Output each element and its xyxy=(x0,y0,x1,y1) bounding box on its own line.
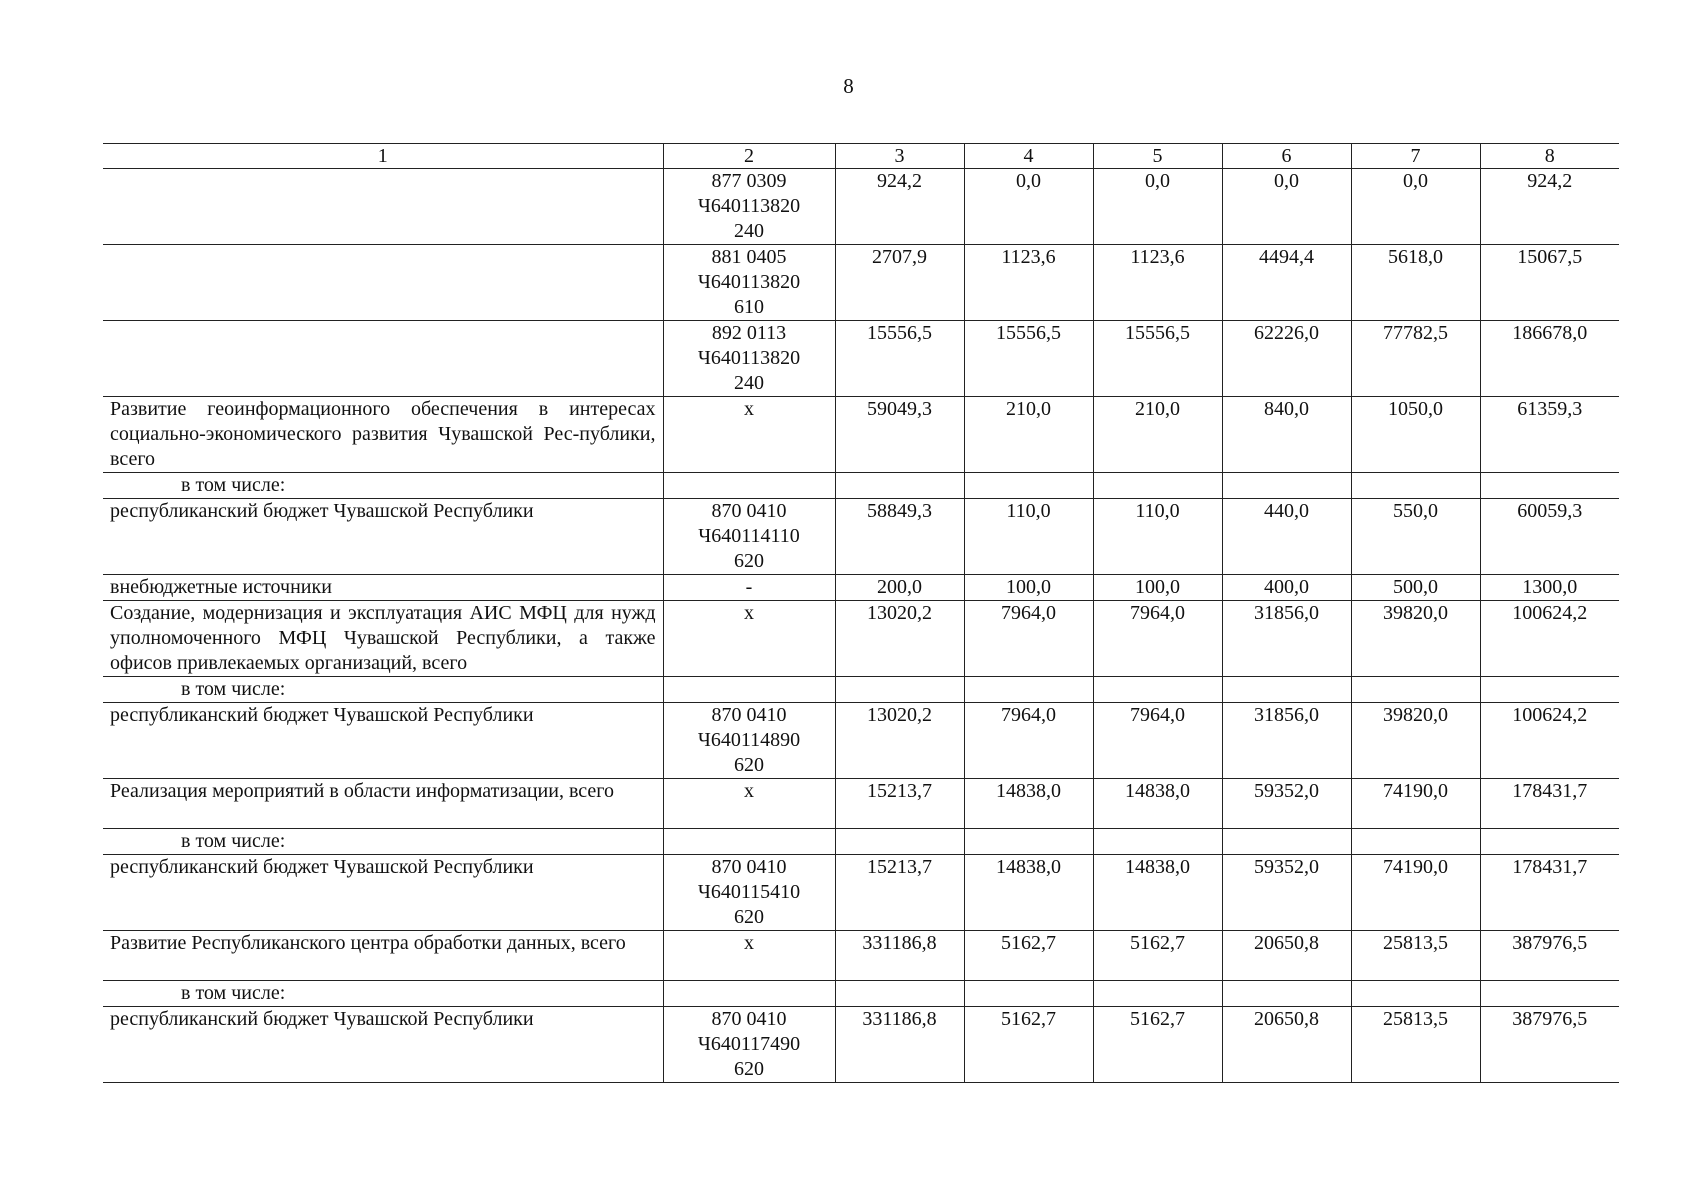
amount-cell-v4: 15556,5 xyxy=(964,321,1093,397)
row-name-cell: Развитие Республиканского центра обработки данных, всего xyxy=(103,931,663,981)
amount-cell-v7: 74190,0 xyxy=(1351,779,1480,829)
amount-cell-v3 xyxy=(835,677,964,703)
amount-cell-v8 xyxy=(1480,829,1619,855)
column-header: 5 xyxy=(1093,144,1222,169)
row-name-cell: республиканский бюджет Чувашской Республики xyxy=(103,1007,663,1083)
amount-cell-v4: 5162,7 xyxy=(964,1007,1093,1083)
budget-code-cell xyxy=(663,829,835,855)
amount-cell-v7: 25813,5 xyxy=(1351,931,1480,981)
row-name-cell: Развитие геоинформационного обеспечения в интересах социально-экономического развития Чувашской Рес-публики, всего xyxy=(103,397,663,473)
amount-cell-v3: 331186,8 xyxy=(835,931,964,981)
row-name-cell: внебюджетные источники xyxy=(103,575,663,601)
amount-cell-v6 xyxy=(1222,981,1351,1007)
amount-cell-v5: 5162,7 xyxy=(1093,1007,1222,1083)
amount-cell-v3 xyxy=(835,829,964,855)
amount-cell-v5: 14838,0 xyxy=(1093,779,1222,829)
amount-cell-v3: 924,2 xyxy=(835,169,964,245)
amount-cell-v7: 5618,0 xyxy=(1351,245,1480,321)
budget-code-cell: 877 0309 Ч640113820 240 xyxy=(663,169,835,245)
row-name-cell: в том числе: xyxy=(103,473,663,499)
row-name-cell: Реализация мероприятий в области информатизации, всего xyxy=(103,779,663,829)
amount-cell-v5 xyxy=(1093,473,1222,499)
amount-cell-v7: 25813,5 xyxy=(1351,1007,1480,1083)
amount-cell-v8: 1300,0 xyxy=(1480,575,1619,601)
amount-cell-v7: 0,0 xyxy=(1351,169,1480,245)
budget-code-cell: 870 0410 Ч640117490 620 xyxy=(663,1007,835,1083)
amount-cell-v6: 59352,0 xyxy=(1222,779,1351,829)
budget-code-cell: 870 0410 Ч640115410 620 xyxy=(663,855,835,931)
amount-cell-v7 xyxy=(1351,829,1480,855)
table-row xyxy=(103,397,1619,473)
amount-cell-v5: 1123,6 xyxy=(1093,245,1222,321)
table-row xyxy=(103,1007,1619,1083)
row-name-cell: в том числе: xyxy=(103,829,663,855)
amount-cell-v5 xyxy=(1093,677,1222,703)
amount-cell-v4: 5162,7 xyxy=(964,931,1093,981)
amount-cell-v4: 0,0 xyxy=(964,169,1093,245)
amount-cell-v8: 387976,5 xyxy=(1480,931,1619,981)
column-header: 4 xyxy=(964,144,1093,169)
amount-cell-v4 xyxy=(964,981,1093,1007)
amount-cell-v5: 110,0 xyxy=(1093,499,1222,575)
column-header: 1 xyxy=(103,144,663,169)
amount-cell-v6 xyxy=(1222,677,1351,703)
amount-cell-v6: 440,0 xyxy=(1222,499,1351,575)
budget-code-cell xyxy=(663,677,835,703)
row-name-cell xyxy=(103,321,663,397)
amount-cell-v8: 15067,5 xyxy=(1480,245,1619,321)
row-name-cell: республиканский бюджет Чувашской Республики xyxy=(103,703,663,779)
amount-cell-v7: 1050,0 xyxy=(1351,397,1480,473)
amount-cell-v4 xyxy=(964,829,1093,855)
amount-cell-v6: 20650,8 xyxy=(1222,931,1351,981)
table-row xyxy=(103,981,1619,1007)
amount-cell-v4 xyxy=(964,473,1093,499)
amount-cell-v8: 387976,5 xyxy=(1480,1007,1619,1083)
table-row xyxy=(103,601,1619,677)
budget-code-cell: х xyxy=(663,931,835,981)
table-row xyxy=(103,499,1619,575)
amount-cell-v3: 13020,2 xyxy=(835,601,964,677)
amount-cell-v5: 210,0 xyxy=(1093,397,1222,473)
table-row xyxy=(103,473,1619,499)
amount-cell-v6: 62226,0 xyxy=(1222,321,1351,397)
amount-cell-v8: 924,2 xyxy=(1480,169,1619,245)
column-header: 8 xyxy=(1480,144,1619,169)
amount-cell-v7: 39820,0 xyxy=(1351,601,1480,677)
amount-cell-v7 xyxy=(1351,981,1480,1007)
amount-cell-v6: 20650,8 xyxy=(1222,1007,1351,1083)
amount-cell-v8: 61359,3 xyxy=(1480,397,1619,473)
amount-cell-v7: 77782,5 xyxy=(1351,321,1480,397)
table-row xyxy=(103,575,1619,601)
amount-cell-v6: 840,0 xyxy=(1222,397,1351,473)
table-row xyxy=(103,779,1619,829)
amount-cell-v3: 58849,3 xyxy=(835,499,964,575)
amount-cell-v3: 59049,3 xyxy=(835,397,964,473)
row-name-cell xyxy=(103,245,663,321)
amount-cell-v6: 0,0 xyxy=(1222,169,1351,245)
amount-cell-v5: 7964,0 xyxy=(1093,703,1222,779)
budget-code-cell: х xyxy=(663,779,835,829)
header-row xyxy=(103,144,1619,169)
amount-cell-v4: 7964,0 xyxy=(964,601,1093,677)
amount-cell-v6: 31856,0 xyxy=(1222,601,1351,677)
budget-code-cell: - xyxy=(663,575,835,601)
amount-cell-v4 xyxy=(964,677,1093,703)
table-row xyxy=(103,321,1619,397)
table-row xyxy=(103,245,1619,321)
table-row xyxy=(103,169,1619,245)
amount-cell-v4: 7964,0 xyxy=(964,703,1093,779)
budget-table xyxy=(103,143,1619,1083)
budget-code-cell xyxy=(663,473,835,499)
budget-code-cell: 892 0113 Ч640113820 240 xyxy=(663,321,835,397)
amount-cell-v5: 0,0 xyxy=(1093,169,1222,245)
budget-code-cell: х xyxy=(663,397,835,473)
amount-cell-v7: 74190,0 xyxy=(1351,855,1480,931)
amount-cell-v4: 1123,6 xyxy=(964,245,1093,321)
budget-code-cell: 881 0405 Ч640113820 610 xyxy=(663,245,835,321)
table-row xyxy=(103,677,1619,703)
amount-cell-v5: 100,0 xyxy=(1093,575,1222,601)
table-row xyxy=(103,829,1619,855)
amount-cell-v4: 100,0 xyxy=(964,575,1093,601)
amount-cell-v3: 15213,7 xyxy=(835,855,964,931)
amount-cell-v6: 31856,0 xyxy=(1222,703,1351,779)
amount-cell-v3: 15556,5 xyxy=(835,321,964,397)
amount-cell-v5: 5162,7 xyxy=(1093,931,1222,981)
amount-cell-v7: 39820,0 xyxy=(1351,703,1480,779)
row-name-cell: в том числе: xyxy=(103,677,663,703)
amount-cell-v5: 14838,0 xyxy=(1093,855,1222,931)
amount-cell-v4: 210,0 xyxy=(964,397,1093,473)
amount-cell-v3 xyxy=(835,473,964,499)
amount-cell-v6: 4494,4 xyxy=(1222,245,1351,321)
amount-cell-v8 xyxy=(1480,981,1619,1007)
amount-cell-v8: 60059,3 xyxy=(1480,499,1619,575)
column-header: 6 xyxy=(1222,144,1351,169)
amount-cell-v5: 7964,0 xyxy=(1093,601,1222,677)
page-number: 8 xyxy=(843,74,854,98)
amount-cell-v7: 550,0 xyxy=(1351,499,1480,575)
amount-cell-v5 xyxy=(1093,829,1222,855)
amount-cell-v3 xyxy=(835,981,964,1007)
row-name-cell: Создание, модернизация и эксплуатация АИС МФЦ для нужд уполномоченного МФЦ Чувашской Республики, а также офисов привлекаемых организаций, всего xyxy=(103,601,663,677)
budget-code-cell xyxy=(663,981,835,1007)
amount-cell-v7: 500,0 xyxy=(1351,575,1480,601)
amount-cell-v6: 400,0 xyxy=(1222,575,1351,601)
amount-cell-v8: 100624,2 xyxy=(1480,601,1619,677)
amount-cell-v8: 186678,0 xyxy=(1480,321,1619,397)
amount-cell-v6 xyxy=(1222,473,1351,499)
amount-cell-v4: 110,0 xyxy=(964,499,1093,575)
table-row xyxy=(103,703,1619,779)
amount-cell-v7 xyxy=(1351,473,1480,499)
budget-code-cell: 870 0410 Ч640114110 620 xyxy=(663,499,835,575)
amount-cell-v4: 14838,0 xyxy=(964,779,1093,829)
column-header: 7 xyxy=(1351,144,1480,169)
table-row xyxy=(103,855,1619,931)
amount-cell-v6 xyxy=(1222,829,1351,855)
amount-cell-v3: 331186,8 xyxy=(835,1007,964,1083)
amount-cell-v5 xyxy=(1093,981,1222,1007)
amount-cell-v8: 178431,7 xyxy=(1480,855,1619,931)
amount-cell-v3: 2707,9 xyxy=(835,245,964,321)
budget-code-cell: х xyxy=(663,601,835,677)
amount-cell-v3: 15213,7 xyxy=(835,779,964,829)
amount-cell-v4: 14838,0 xyxy=(964,855,1093,931)
amount-cell-v7 xyxy=(1351,677,1480,703)
row-name-cell xyxy=(103,169,663,245)
amount-cell-v3: 13020,2 xyxy=(835,703,964,779)
row-name-cell: республиканский бюджет Чувашской Республики xyxy=(103,499,663,575)
amount-cell-v8: 100624,2 xyxy=(1480,703,1619,779)
table-row xyxy=(103,931,1619,981)
amount-cell-v8 xyxy=(1480,677,1619,703)
amount-cell-v6: 59352,0 xyxy=(1222,855,1351,931)
column-header: 3 xyxy=(835,144,964,169)
amount-cell-v3: 200,0 xyxy=(835,575,964,601)
row-name-cell: в том числе: xyxy=(103,981,663,1007)
amount-cell-v8: 178431,7 xyxy=(1480,779,1619,829)
amount-cell-v5: 15556,5 xyxy=(1093,321,1222,397)
column-header: 2 xyxy=(663,144,835,169)
row-name-cell: республиканский бюджет Чувашской Республики xyxy=(103,855,663,931)
amount-cell-v8 xyxy=(1480,473,1619,499)
budget-code-cell: 870 0410 Ч640114890 620 xyxy=(663,703,835,779)
